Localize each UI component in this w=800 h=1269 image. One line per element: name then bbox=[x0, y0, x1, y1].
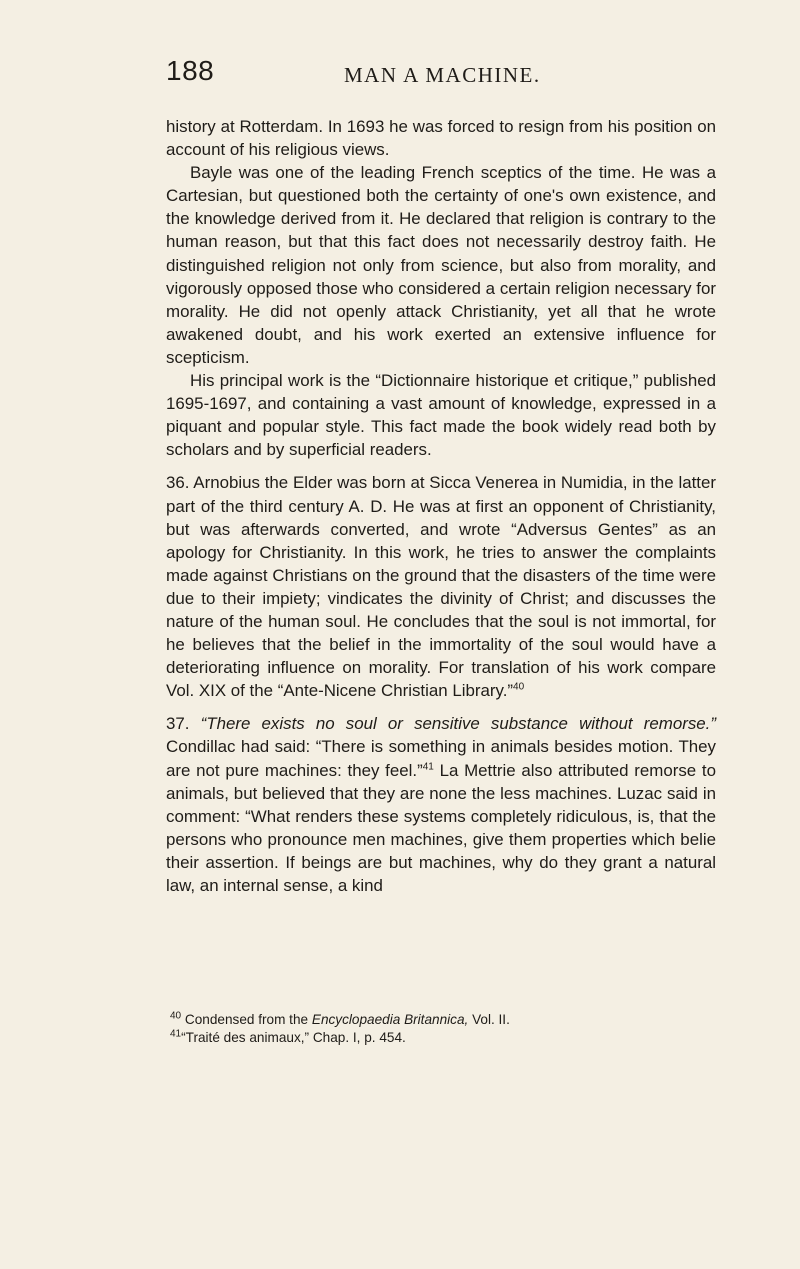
page-header bbox=[166, 55, 750, 95]
paragraph-dictionnaire: His principal work is the “Dictionnaire historique et critique,” published 1695-1697, and containing a vast amount of knowledge, expressed in a piquant and popular style. This fact made the book widely read both by scholars and by superficial readers. bbox=[166, 371, 716, 460]
running-head: MAN A MACHINE. bbox=[344, 63, 541, 87]
footnotes bbox=[166, 1011, 726, 1047]
footnote-40: $^{40}$ Condensed from the Encyclopaedia Britannica, Vol. II. bbox=[170, 1010, 510, 1027]
paragraph-note-37: 37. “There exists no soul or sensitive substance without remorse.” Condillac had said: “There is something in animals besides motion. They are not pure machines: they feel.”$^{41}$ La Mettrie also attributed remorse to animals, but believed that they are none the less machines. Luzac said in comment: “What renders these systems completely ridiculous, is, that the persons who pronounce men machines, give them properties which belie their assertion. If beings are but machines, why do they grant a natural law, an internal sense, a kind bbox=[166, 714, 716, 895]
paragraph-note-36: 36. Arnobius the Elder was born at Sicca Venerea in Numidia, in the latter part of the third century A. D. He was at first an opponent of Christianity, but was afterwards converted, and wrote “Adversus Gentes” as an apology for Christianity. In this work, he tries to answer the complaints made against Christians on the ground that the disasters of the time were due to their impiety; vindicates the divinity of Christ; and discusses the nature of the human soul. He concludes that the soul is not immortal, for he believes that the belief in the immortality of the soul would have a deteriorating influence on morality. For translation of his work compare Vol. XIX of the “Ante-Nicene Christian Library.”$^{40}$ bbox=[166, 473, 716, 701]
footnote-ref-40: 40 bbox=[513, 681, 525, 693]
note-heading: “There exists no soul or sensitive substance without remorse.” bbox=[200, 714, 716, 734]
paragraph-bayle: Bayle was one of the leading French sceptics of the time. He was a Cartesian, but questioned both the certainty of one's own existence, and the knowledge derived from it. He declared that religion is contrary to the human reason, but that this fact does not necessarily destroy faith. He distinguished religion not only from science, but also from morality, and vigorously opposed those who considered a certain religion necessary for morality. He did not openly attack Christianity, yet all that he wrote awakened doubt, and his work exerted an extensive influence for scepticism. bbox=[166, 163, 716, 367]
note-number: 37. bbox=[166, 714, 190, 734]
footnote-ref-41: 41 bbox=[422, 760, 434, 772]
footnote-41: $^{41}$“Traité des animaux,” Chap. I, p. 454. bbox=[170, 1028, 406, 1045]
paragraph-continuation: history at Rotterdam. In 1693 he was forced to resign from his position on account of his religious views. bbox=[166, 117, 716, 160]
body-text bbox=[166, 115, 716, 897]
page-number: 188 bbox=[166, 55, 215, 86]
